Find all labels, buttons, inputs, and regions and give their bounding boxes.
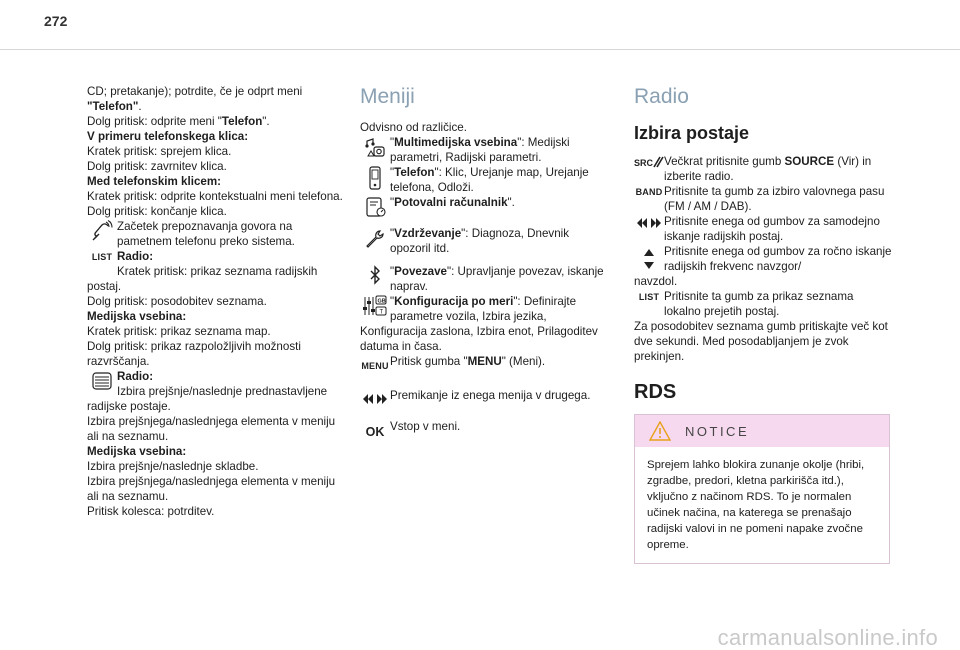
menu-button-row: MENU Pritisk gumba "MENU" (Meni). [360,354,612,374]
thumbwheel-icon [87,369,117,392]
wheel-row [87,369,343,399]
subsection-station-selection: Izbira postaje [634,123,750,143]
bluetooth-icon [360,264,390,287]
voice-row [87,219,343,249]
band-row [634,184,892,214]
watermark: carmanualsonline.info [717,625,938,650]
paragraph: Kratek pritisk: odprite kontekstualni meni telefona. [87,190,343,203]
band-text: Pritisnite ta gumb za izbiro valovnega pasu (FM / AM / DAB). [664,185,885,213]
band-button-icon: BAND [635,187,663,197]
paragraph: Dolg pritisk: prikaz razpoložljivih možnosti razvrščanja. [87,340,301,368]
seek-arrows-icon [634,214,664,229]
up-down-arrows-icon [634,244,664,271]
telephone-icon [360,165,390,192]
subheading: Radio: [117,370,154,383]
subheading: Radio: [117,250,154,263]
subsection-rds: RDS [634,381,677,403]
paragraph: postaj. [87,280,122,293]
paragraph: Dolg pritisk: odprite meni "Telefon". [87,115,270,128]
paragraph: Konfiguracija zaslona, Izbira enot, Prilagoditev datuma in časa. [360,325,598,353]
paragraph: navzdol. [634,275,678,288]
svg-text:T: T [379,309,384,316]
wrench-icon [360,226,390,249]
paragraph: Izbira prejšnje/naslednje prednastavljene [117,385,328,398]
move-text: Premikanje iz enega menija v drugega. [390,389,591,402]
ok-text: Vstop v meni. [390,420,461,433]
seek-text: Pritisnite enega od gumbov za samodejno iskanje radijskih postaj. [664,215,880,243]
menu-trip-computer-row: "Potovalni računalnik". [360,195,612,218]
paragraph: Dolg pritisk: končanje klica. [87,205,227,218]
column-middle [360,84,612,440]
source-row: SRC Večkrat pritisnite gumb SOURCE (Vir) in izberite radio. [634,155,872,183]
notice-title: NOTICE [685,423,750,439]
list-row [634,289,892,319]
notice-header [635,415,889,447]
notice-text: Sprejem lahko blokira zunanje okolje (hribi, zgradbe, predori, kletna parkirišča itd.), vključno z načinom RDS. To je normalen učinek načina, na katerega se prenašajo radijski valovi in ne pomeni napake zvočne opreme. [647,459,865,551]
menu-connections-row: "Povezave": Upravljanje povezav, iskanje naprav. [360,264,612,294]
section-title-radio: Radio [634,85,689,108]
subheading: Medijska vsebina: [87,445,187,458]
trip-computer-icon [360,195,390,218]
menu-settings-row: GB T "Konfiguracija po meri": Definirajte parametre vozila, Izbira jezika, [360,294,612,324]
paragraph: radijske postaje. [87,400,171,413]
svg-text:SRC: SRC [634,158,654,168]
paragraph: Dolg pritisk: posodobitev seznama. [87,295,267,308]
subheading: Med telefonskim klicem: [87,175,222,188]
voice-text: Začetek prepoznavanja govora na pametnem telefonu preko sistema. [117,220,295,248]
column-left [87,84,343,519]
list-button-icon: LIST [638,292,660,302]
svg-text:GB: GB [377,298,386,305]
paragraph: Izbira prejšnje/naslednje skladbe. [87,460,259,473]
seek-row [634,214,892,244]
menu-multimedia-row: "Multimedijska vsebina": Medijski parametri, Radijski parametri. [360,135,612,165]
paragraph: Kratek pritisk: prikaz seznama map. [87,325,271,338]
ok-button-icon: OK [365,425,385,439]
section-title-menus: Meniji [360,85,415,108]
left-right-arrows-icon [360,388,390,405]
list-text: Pritisnite ta gumb za prikaz seznama lokalno prejetih postaj. [664,290,854,318]
paragraph: Pritisk kolesca: potrditev. [87,505,215,518]
manual-tune-row [634,244,892,274]
manual-tune-text: Pritisnite enega od gumbov za ročno iskanje radijskih frekvenc navzgor/ [664,245,892,273]
paragraph: Odvisno od različice. [360,121,467,134]
notice-box [634,414,890,564]
subheading: Medijska vsebina: [87,310,187,323]
menu-ok-row [360,419,612,440]
source-button-icon [634,154,664,169]
menu-telephone-row: "Telefon": Klic, Urejanje map, Urejanje telefona, Odloži. [360,165,612,195]
column-right [634,84,892,564]
header-rule [0,49,960,50]
paragraph: Za posodobitev seznama gumb pritiskajte več kot dve sekundi. Med posodabljanjem je zvok prekinjen. [634,320,888,363]
multimedia-icon [360,135,390,158]
voice-command-icon [87,219,117,242]
paragraph: Dolg pritisk: zavrnitev klica. [87,160,227,173]
paragraph: Izbira prejšnjega/naslednjega elementa v meniju ali na seznamu. [87,475,336,503]
menu-maintenance-row: "Vzdrževanje": Diagnoza, Dnevnik opozoril itd. [360,226,612,256]
list-row [87,249,343,279]
warning-icon [645,421,675,441]
subheading: V primeru telefonskega klica: [87,130,249,143]
paragraph: Kratek pritisk: sprejem klica. [87,145,232,158]
list-button-icon: LIST [91,252,113,262]
paragraph: CD; pretakanje); potrdite, če je odprt meni "Telefon". [87,85,303,113]
paragraph: Izbira prejšnjega/naslednjega elementa v meniju ali na seznamu. [87,415,336,443]
settings-sliders-icon [360,294,390,317]
menu-move-row [360,388,612,405]
menu-button-icon: MENU [361,361,389,371]
page-number: 272 [44,13,68,29]
paragraph: Kratek pritisk: prikaz seznama radijskih [117,265,318,278]
